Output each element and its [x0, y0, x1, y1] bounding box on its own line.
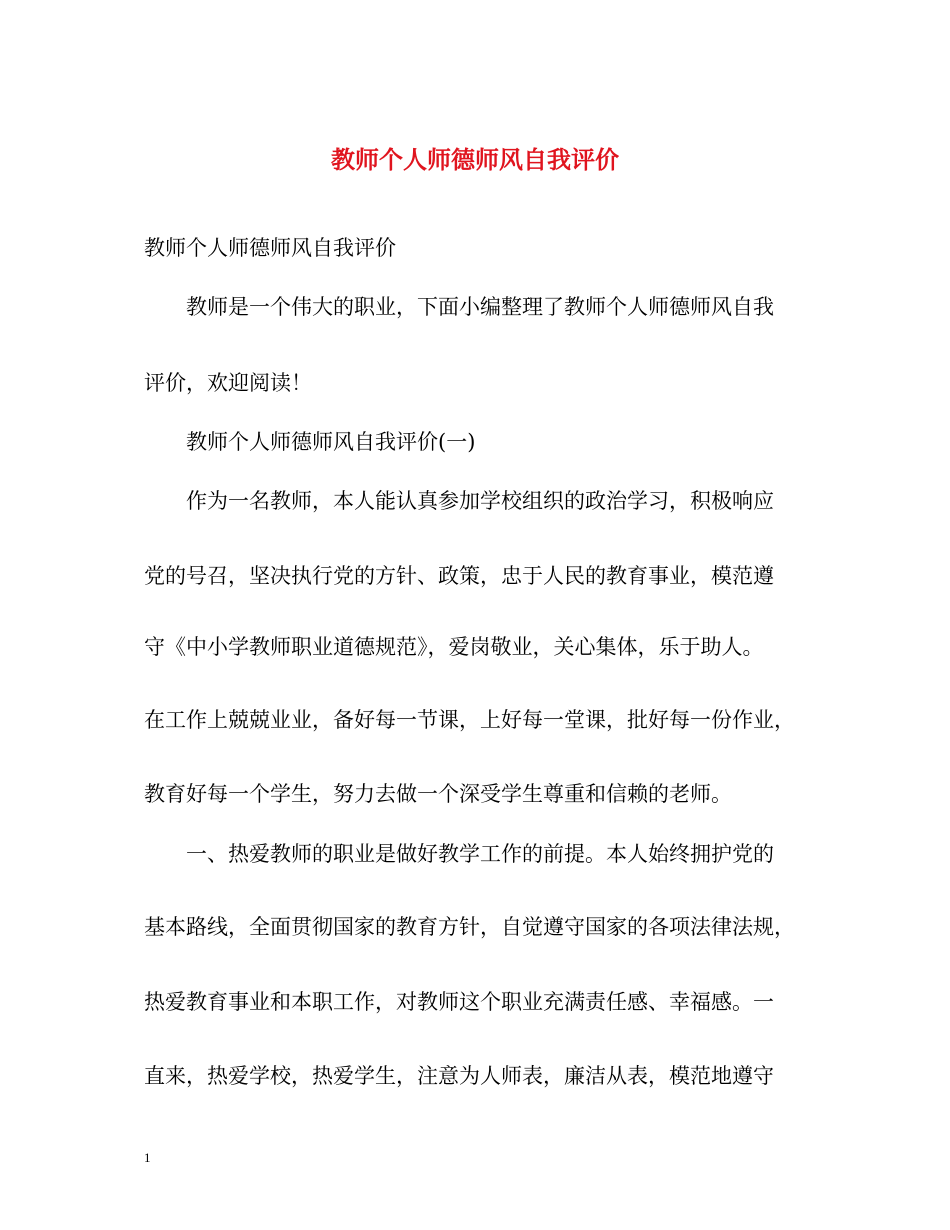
- paragraph-line: 在工作上兢兢业业，备好每一节课，上好每一堂课，批好每一份作业，: [144, 708, 795, 732]
- paragraph-line: 守《中小学教师职业道德规范》，爱岗敬业，关心集体，乐于助人。: [144, 635, 764, 659]
- paragraph-line: 基本路线，全面贯彻国家的教育方针，自觉遵守国家的各项法律法规，: [144, 915, 795, 939]
- section-heading-line: 教师个人师德师风自我评价(一): [186, 430, 476, 454]
- paragraph-line: 党的号召，坚决执行党的方针、政策，忠于人民的教育事业，模范遵: [144, 564, 774, 588]
- paragraph-line: 一、热爱教师的职业是做好教学工作的前提。本人始终拥护党的: [186, 842, 774, 866]
- paragraph-line: 热爱教育事业和本职工作，对教师这个职业充满责任感、幸福感。一: [144, 990, 774, 1014]
- paragraph-line: 直来，热爱学校，热爱学生，注意为人师表，廉洁从表，模范地遵守: [144, 1064, 774, 1088]
- subheading-line: 教师个人师德师风自我评价: [144, 236, 396, 260]
- paragraph-line: 作为一名教师，本人能认真参加学校组织的政治学习，积极响应: [186, 489, 774, 513]
- paragraph-line: 教师是一个伟大的职业，下面小编整理了教师个人师德师风自我: [186, 295, 774, 319]
- paragraph-line: 评价，欢迎阅读！: [144, 371, 312, 395]
- document-title: 教师个人师德师风自我评价: [331, 145, 619, 174]
- paragraph-line: 教育好每一个学生，努力去做一个深受学生尊重和信赖的老师。: [144, 782, 732, 806]
- page-number: 1: [144, 1150, 151, 1165]
